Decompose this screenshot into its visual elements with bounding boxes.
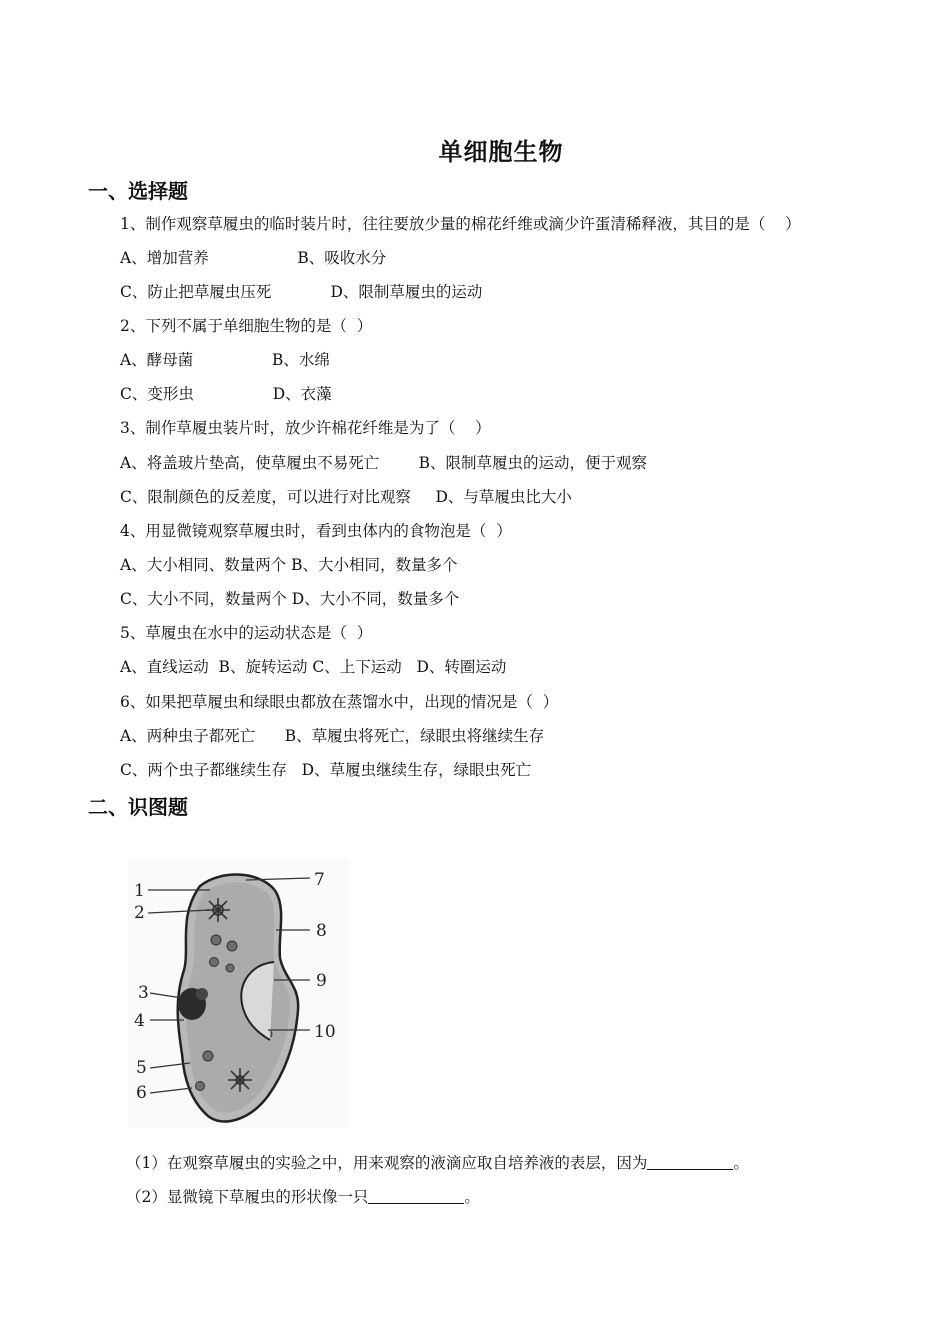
figure-label-6: 6 [136,1083,147,1103]
option-line: C、变形虫 D、衣藻 [120,385,332,403]
option-line: C、大小不同，数量两个 D、大小不同，数量多个 [120,590,460,608]
section-heading-figure: 二、识图题 [88,795,188,819]
option-line: A、直线运动 B、旋转运动 C、上下运动 D、转圈运动 [120,658,507,676]
answer-blank-2[interactable] [368,1187,464,1204]
question-line: 5、草履虫在水中的运动状态是（ ） [120,624,373,642]
figure-label-4: 4 [134,1011,145,1031]
fill-question-2-end: 。 [464,1188,480,1206]
figure-label-7: 7 [314,870,325,890]
option-line: A、大小相同、数量两个 B、大小相同，数量多个 [120,556,458,574]
question-line: 6、如果把草履虫和绿眼虫都放在蒸馏水中，出现的情况是（ ） [120,693,559,711]
page-title: 单细胞生物 [438,138,564,166]
option-line: A、酵母菌 B、水绵 [120,351,330,369]
section-heading-choice: 一、选择题 [88,179,188,203]
fill-question-1-text: （1）在观察草履虫的实验之中，用来观察的液滴应取自培养液的表层，因为 [126,1154,648,1172]
figure-label-10: 10 [314,1022,336,1042]
question-line: 4、用显微镜观察草履虫时，看到虫体内的食物泡是（ ） [120,522,512,540]
option-line: A、两种虫子都死亡 B、草履虫将死亡，绿眼虫将继续生存 [120,727,545,745]
figure-label-3: 3 [138,983,149,1003]
figure-label-1: 1 [134,881,145,901]
fill-question-1 [126,1151,749,1173]
question-line: 3、制作草履虫装片时，放少许棉花纤维是为了（ ） [120,419,491,437]
option-line: C、限制颜色的反差度，可以进行对比观察 D、与草履虫比大小 [120,488,572,506]
option-line: A、增加营养 B、吸收水分 [120,249,387,267]
fill-question-2 [126,1185,480,1207]
question-line: 1、制作观察草履虫的临时装片时，往往要放少量的棉花纤维或滴少许蛋清稀释液，其目的是（ ） [120,215,801,233]
option-line: A、将盖玻片垫高，使草履虫不易死亡 B、限制草履虫的运动，便于观察 [120,454,648,472]
fill-question-1-end: 。 [733,1154,749,1172]
figure-label-9: 9 [316,971,327,991]
contractile-vacuole-bottom [228,1068,252,1092]
option-line: C、两个虫子都继续生存 D、草履虫继续生存，绿眼虫死亡 [120,761,532,779]
answer-blank-1[interactable] [647,1153,733,1170]
question-line: 2、下列不属于单细胞生物的是（ ） [120,317,373,335]
paramecium-diagram [128,858,350,1128]
figure-label-5: 5 [136,1058,147,1078]
figure-label-2: 2 [134,903,145,923]
figure-label-8: 8 [316,921,327,941]
option-line: C、防止把草履虫压死 D、限制草履虫的运动 [120,283,483,301]
fill-question-2-text: （2）显微镜下草履虫的形状像一只 [126,1188,369,1206]
